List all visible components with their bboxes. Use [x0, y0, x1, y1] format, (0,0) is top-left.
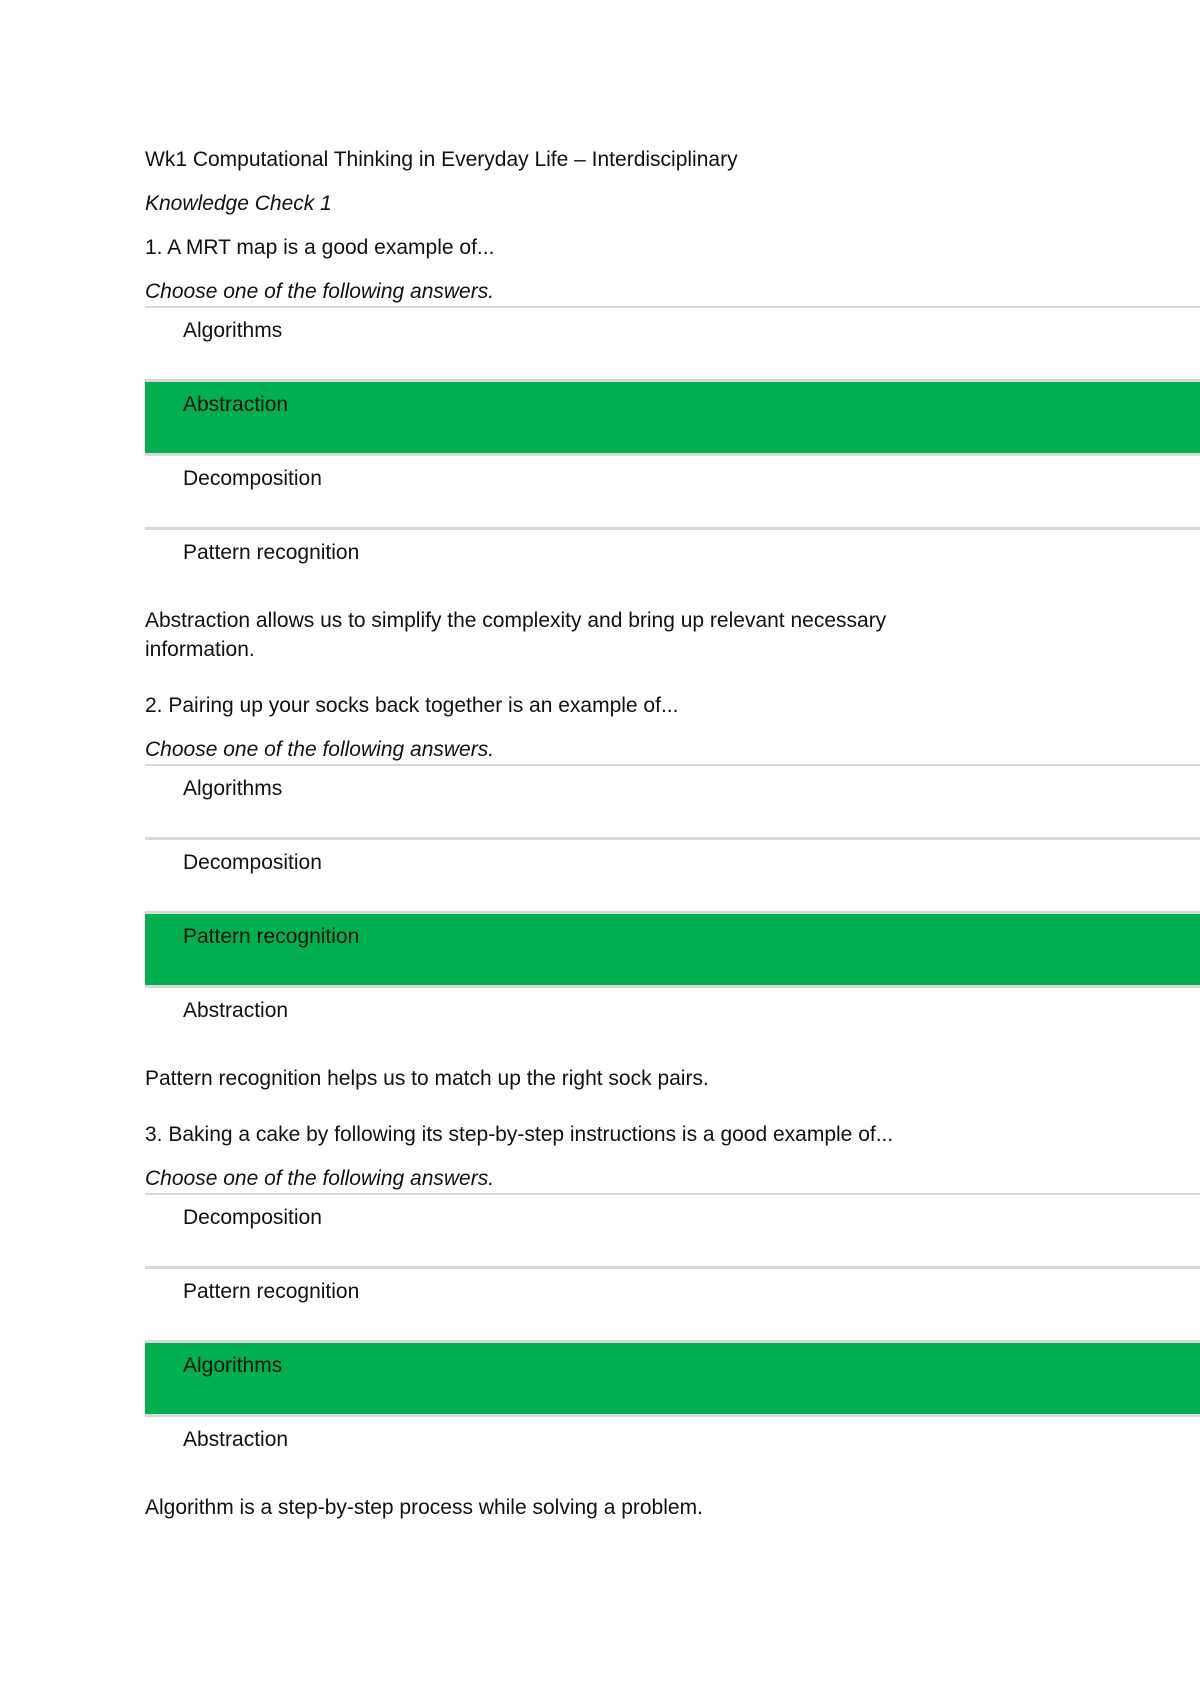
answer-explanation: Pattern recognition helps us to match up the right sock pairs. [145, 1067, 709, 1090]
question-prompt: 1. A MRT map is a good example of... [145, 236, 495, 259]
answer-option-algorithms-correct[interactable]: Algorithms [145, 1343, 1200, 1417]
answer-options [145, 764, 1200, 1062]
answer-option-decomposition[interactable]: Decomposition [145, 456, 1200, 530]
answer-option-abstraction-correct[interactable]: Abstraction [145, 382, 1200, 456]
answer-explanation: Algorithm is a step-by-step process while solving a problem. [145, 1496, 703, 1519]
answer-option-decomposition[interactable]: Decomposition [145, 840, 1200, 914]
answer-option-algorithms[interactable]: Algorithms [145, 308, 1200, 382]
question-instruction: Choose one of the following answers. [145, 280, 495, 303]
document-page [145, 146, 1200, 1550]
document-title: Wk1 Computational Thinking in Everyday Life – Interdisciplinary [145, 148, 738, 171]
question-instruction: Choose one of the following answers. [145, 738, 495, 761]
knowledge-check-subtitle: Knowledge Check 1 [145, 192, 332, 215]
answer-option-pattern-recognition[interactable]: Pattern recognition [145, 1269, 1200, 1343]
answer-option-pattern-recognition[interactable]: Pattern recognition [183, 541, 360, 564]
question-prompt: 3. Baking a cake by following its step-by-step instructions is a good example of... [145, 1123, 894, 1146]
answer-option-abstraction[interactable]: Abstraction [183, 1428, 289, 1451]
answer-options [145, 306, 1200, 604]
answer-option-abstraction[interactable]: Abstraction [183, 999, 289, 1022]
question-instruction: Choose one of the following answers. [145, 1167, 495, 1190]
question-block-1 [145, 234, 1200, 664]
answer-option-decomposition[interactable]: Decomposition [145, 1195, 1200, 1269]
question-block-2 [145, 692, 1200, 1093]
answer-option-algorithms[interactable]: Algorithms [145, 766, 1200, 840]
question-block-3 [145, 1121, 1200, 1522]
answer-explanation: Abstraction allows us to simplify the complexity and bring up relevant necessary information. [145, 609, 887, 661]
answer-option-pattern-recognition-correct[interactable]: Pattern recognition [145, 914, 1200, 988]
question-prompt: 2. Pairing up your socks back together is an example of... [145, 694, 679, 717]
answer-options [145, 1193, 1200, 1491]
